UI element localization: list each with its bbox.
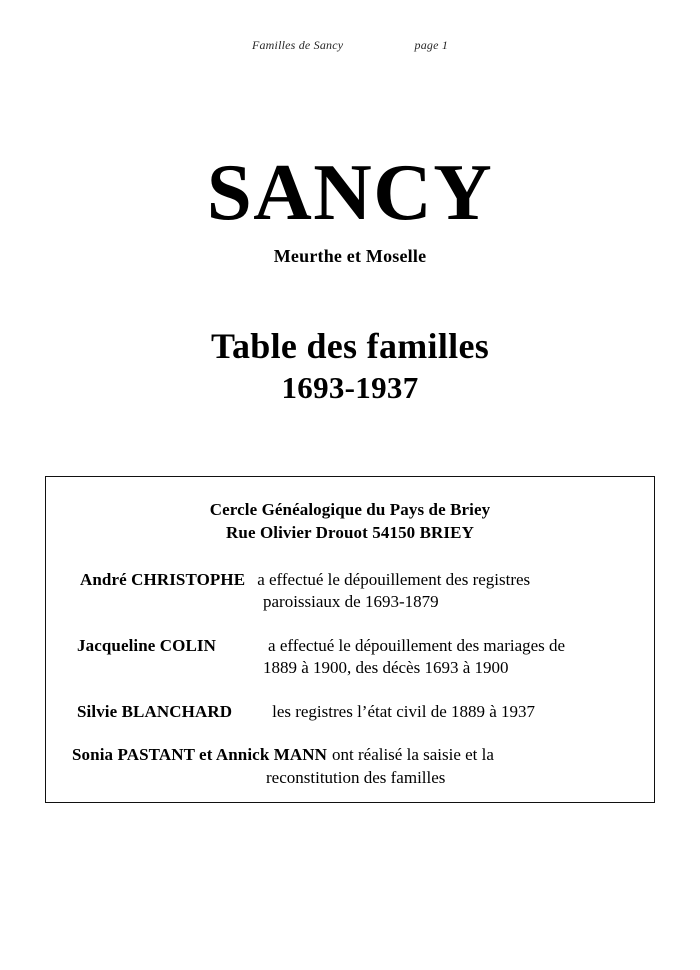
credit-role-text: a effectué le dépouillement des registres [257,569,531,589]
credit-role-text: a effectué le dépouillement des mariages de [268,635,566,655]
credit-role-text: ont réalisé la saisie et la [332,745,494,765]
credit-entry-primary-line [60,635,640,657]
credits-box [45,476,655,803]
credit-person-name: Sonia PASTANT et Annick MANN [72,745,328,765]
credit-role-text: les registres l’état civil de 1889 à 1937 [272,701,536,721]
document-title: Table des familles [210,326,490,366]
credit-entry [46,635,654,680]
credit-entry-primary-line [60,701,640,723]
organization-address: Rue Olivier Drouot 54150 BRIEY [226,522,474,542]
credit-entry [46,744,654,789]
credit-entry [46,701,654,723]
document-title-block [0,327,700,405]
running-header-page-number: page 1 [414,38,449,52]
credit-role-continuation: reconstitution des familles [266,767,446,787]
organization-name: Cercle Généalogique du Pays de Briey [209,500,491,519]
page-title: SANCY [206,147,494,237]
credit-entry-primary-line [60,569,640,591]
document-date-range: 1693-1937 [281,370,419,406]
credit-person-name: Silvie BLANCHARD [77,701,233,721]
credit-role-continuation: paroissiaux de 1693-1879 [263,592,439,612]
credit-person-name: Jacqueline COLIN [77,635,217,655]
organization-block [46,499,654,545]
running-header [0,38,700,53]
credit-person-name: André CHRISTOPHE [80,569,246,589]
running-header-title: Familles de Sancy [251,38,344,52]
credit-entry [46,569,654,614]
title-block [0,147,700,267]
credit-role-continuation: 1889 à 1900, des décès 1693 à 1900 [263,658,509,678]
credit-entry-primary-line [60,744,640,766]
credit-list [46,569,654,789]
region-subtitle: Meurthe et Moselle [273,245,427,266]
